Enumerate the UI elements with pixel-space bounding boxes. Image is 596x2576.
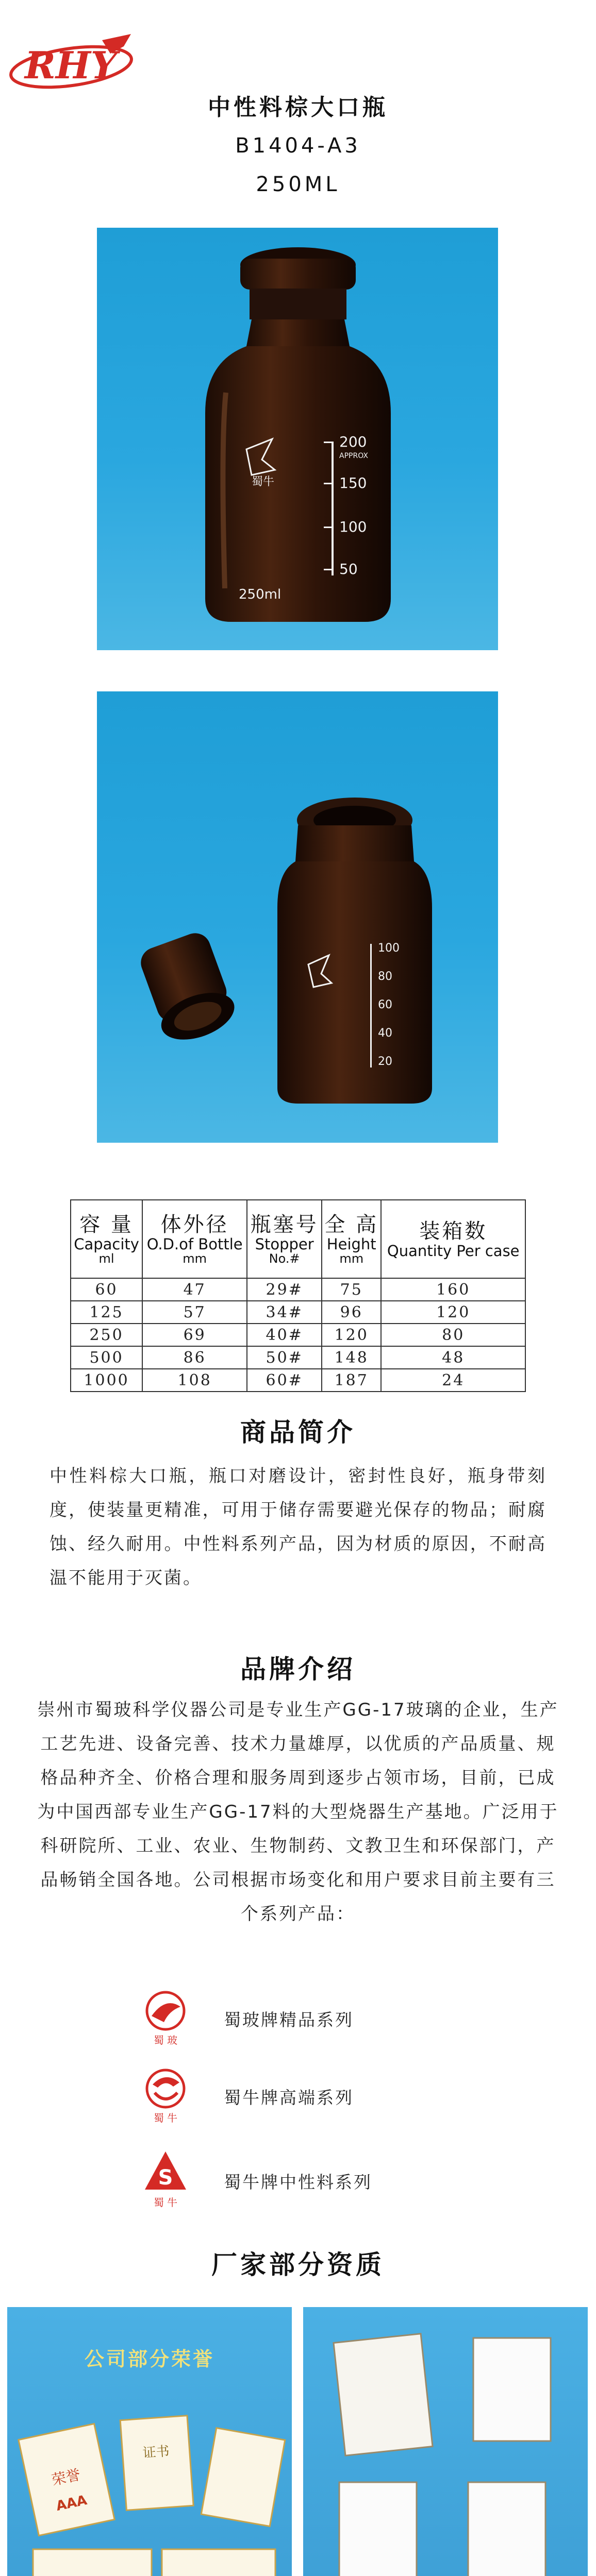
header-stopper: 瓶塞号 Stopper No.#: [247, 1200, 322, 1278]
certificate-image: [324, 2334, 575, 2576]
table-cell: 50#: [247, 1346, 322, 1369]
brand-mark: 蜀牛: [252, 476, 275, 488]
scale-mark: 100: [378, 942, 400, 955]
product-volume: 250ML: [256, 173, 340, 196]
page-title: 中性料棕大口瓶: [208, 94, 388, 121]
brand-heading: 品牌介绍: [240, 1654, 356, 1684]
table-cell: 24: [381, 1369, 525, 1392]
scale-mark: 60: [378, 998, 392, 1011]
table-cell: 69: [142, 1324, 247, 1346]
certificates-panel-right: [303, 2307, 588, 2576]
table-cell: 120: [381, 1301, 525, 1324]
series-item-shuniu-neutral: [137, 2148, 498, 2210]
brand-text: 崇州市蜀玻科学仪器公司是专业生产GG-17玻璃的企业，生产工艺先进、设备完善、技术力量雄厚，以优质的产品质量、规格品种齐全、价格合理和服务周到逐步占领市场，目前，已成为中国西部专业生产GG-17料的大型烧器生产基地。广泛用于科研院所、工业、农业、生物制药、文教卫生和环保部门，产品畅销全国各地。公司根据市场变化和用户要求目前主要有三个系列产品：: [37, 1700, 559, 1924]
approx-mark: APPROX: [339, 452, 368, 460]
svg-text:S: S: [158, 2166, 173, 2190]
certificate-image: [19, 2416, 285, 2576]
spec-table: [70, 1199, 526, 1392]
shuniu-s-logo-icon: [137, 2148, 194, 2210]
svg-text:荣誉: 荣誉: [50, 2466, 82, 2489]
table-header-row: [71, 1200, 525, 1278]
header-outer-diameter: 体外径 O.D.of Bottle mm: [142, 1200, 247, 1278]
table-cell: 60#: [247, 1369, 322, 1392]
table-cell: 108: [142, 1369, 247, 1392]
table-cell: 47: [142, 1278, 247, 1301]
table-cell: 40#: [247, 1324, 322, 1346]
header-quantity: 装箱数 Quantity Per case: [381, 1200, 525, 1278]
table-cell: 48: [381, 1346, 525, 1369]
series-label: 蜀牛牌中性料系列: [224, 2172, 372, 2192]
table-cell: 500: [71, 1346, 142, 1369]
table-row: [71, 1369, 525, 1392]
svg-text:蜀 玻: 蜀 玻: [153, 2034, 178, 2046]
table-row: [71, 1301, 525, 1324]
scale-mark: 20: [378, 1055, 392, 1068]
table-cell: 57: [142, 1301, 247, 1324]
scale-mark: 50: [339, 561, 358, 578]
svg-text:证书: 证书: [142, 2444, 170, 2461]
table-cell: 34#: [247, 1301, 322, 1324]
cert-panel-title: 公司部分荣誉: [84, 2347, 214, 2370]
intro-heading: 商品简介: [240, 1417, 356, 1447]
product-photo-front: [97, 228, 498, 650]
svg-text:蜀 牛: 蜀 牛: [153, 2196, 178, 2209]
qualification-heading: 厂家部分资质: [211, 2250, 385, 2280]
table-cell: 148: [322, 1346, 381, 1369]
table-cell: 80: [381, 1324, 525, 1346]
table-cell: 160: [381, 1278, 525, 1301]
scale-mark: 150: [339, 474, 367, 492]
table-row: [71, 1278, 525, 1301]
series-label: 蜀牛牌高端系列: [224, 2088, 354, 2108]
certificates-panel-left: [7, 2307, 292, 2576]
scale-mark: 80: [378, 970, 392, 983]
product-model: B1404-A3: [235, 134, 361, 158]
svg-text:蜀 牛: 蜀 牛: [153, 2112, 178, 2124]
table-cell: 96: [322, 1301, 381, 1324]
shuniu-logo-icon: [137, 2064, 194, 2126]
logo-text: RHY: [25, 43, 118, 87]
table-cell: 1000: [71, 1369, 142, 1392]
shubo-logo-icon: [137, 1986, 194, 2048]
table-cell: 250: [71, 1324, 142, 1346]
scale-mark: 200: [339, 433, 367, 450]
capacity-label: 250ml: [239, 587, 282, 602]
table-row: [71, 1324, 525, 1346]
product-photo-open: [97, 691, 498, 1143]
scale-mark: 100: [339, 518, 367, 535]
header-capacity: 容 量 Capacity ml: [71, 1200, 142, 1278]
table-cell: 29#: [247, 1278, 322, 1301]
table-cell: 75: [322, 1278, 381, 1301]
table-cell: 60: [71, 1278, 142, 1301]
scale-mark: 40: [378, 1027, 392, 1040]
series-label: 蜀玻牌精品系列: [224, 2010, 354, 2030]
header-height: 全 高 Height mm: [322, 1200, 381, 1278]
intro-text: 中性料棕大口瓶，瓶口对磨设计，密封性良好，瓶身带刻度，使装量更精准，可用于储存需要避光保存的物品；耐腐蚀、经久耐用。中性料系列产品，因为材质的原因，不耐高温不能用于灭菌。: [49, 1466, 547, 1588]
series-item-shuniu-high: [137, 2064, 498, 2126]
table-row: [71, 1346, 525, 1369]
table-cell: 125: [71, 1301, 142, 1324]
table-cell: 86: [142, 1346, 247, 1369]
table-cell: 187: [322, 1369, 381, 1392]
table-cell: 120: [322, 1324, 381, 1346]
series-item-shubo: [137, 1986, 498, 2048]
svg-text:AAA: AAA: [55, 2493, 89, 2514]
